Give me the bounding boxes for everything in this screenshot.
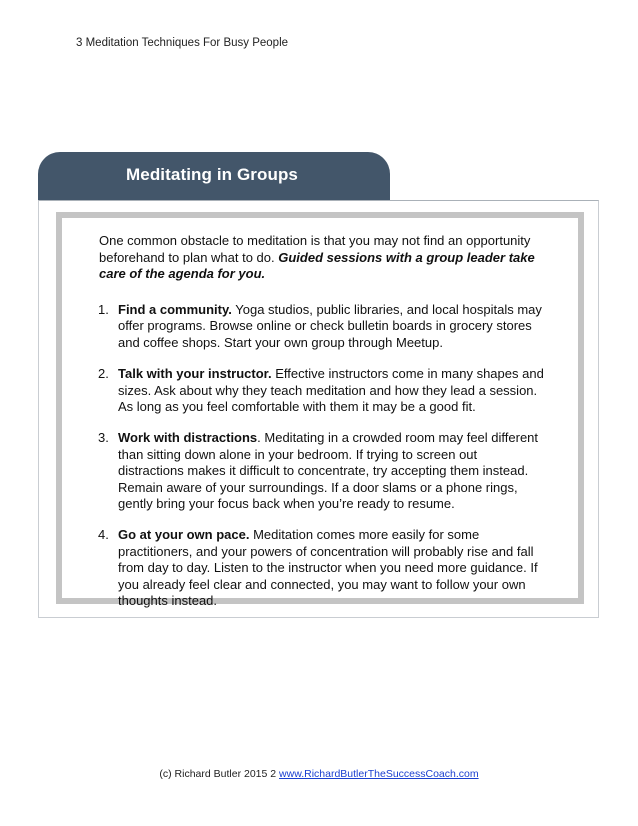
list-item-number: 1. bbox=[98, 302, 109, 317]
list-item-text: Meditation comes more easily for some practitioners, and your powers of concentration will probably rise and fall from day to day. Listen to the instructor when you need more guidance. If you already feel clear and connected, you may want to follow your own thoughts instead. bbox=[118, 527, 538, 609]
technique-list bbox=[98, 302, 544, 625]
intro-emphasis: Guided sessions with a group leader take care of the agenda for you. bbox=[99, 249, 535, 281]
list-item bbox=[98, 430, 544, 512]
intro-text: One common obstacle to meditation is that you may not find an opportunity beforehand to plan what to do. bbox=[99, 233, 531, 265]
list-item-lead: Work with distractions bbox=[118, 430, 258, 446]
list-item-text: . Meditating in a crowded room may feel different than sitting down alone in your bedroom. If trying to screen out distractions makes it difficult to concentrate, try accepting them instead. Remain aware of your surroundings. If a door slams or a phone rings, gently bring your focus back when you’re ready to resume. bbox=[118, 430, 539, 512]
section-title: Meditating in Groups bbox=[126, 165, 298, 184]
list-item-number: 2. bbox=[98, 366, 109, 382]
page-footer bbox=[0, 768, 638, 780]
list-item-text: Effective instructors come in many shapes and sizes. Ask about why they teach meditation and how they lead a session. As long as you feel comfortable with them it may be a good fit. bbox=[118, 366, 544, 415]
list-item-lead: Go at your own pace. bbox=[118, 527, 250, 543]
footer-text: (c) Richard Butler 2015 2 bbox=[159, 768, 280, 780]
intro-paragraph bbox=[99, 233, 539, 283]
list-item bbox=[98, 366, 544, 415]
list-item bbox=[98, 527, 544, 609]
list-item bbox=[98, 302, 544, 351]
footer-website-link[interactable]: www.RichardButlerTheSuccessCoach.com bbox=[279, 768, 479, 780]
list-item-lead: Talk with your instructor. bbox=[118, 366, 272, 382]
running-header: 3 Meditation Techniques For Busy People bbox=[76, 37, 289, 49]
list-item-number: 3. bbox=[98, 430, 109, 446]
list-item-number: 4. bbox=[98, 527, 109, 543]
list-item-text: Yoga studios, public libraries, and local hospitals may offer programs. Browse online or check bulletin boards in grocery stores and coffee shops. Start your own group through Meetup. bbox=[118, 302, 542, 350]
list-item-lead: Find a community. bbox=[118, 302, 232, 317]
